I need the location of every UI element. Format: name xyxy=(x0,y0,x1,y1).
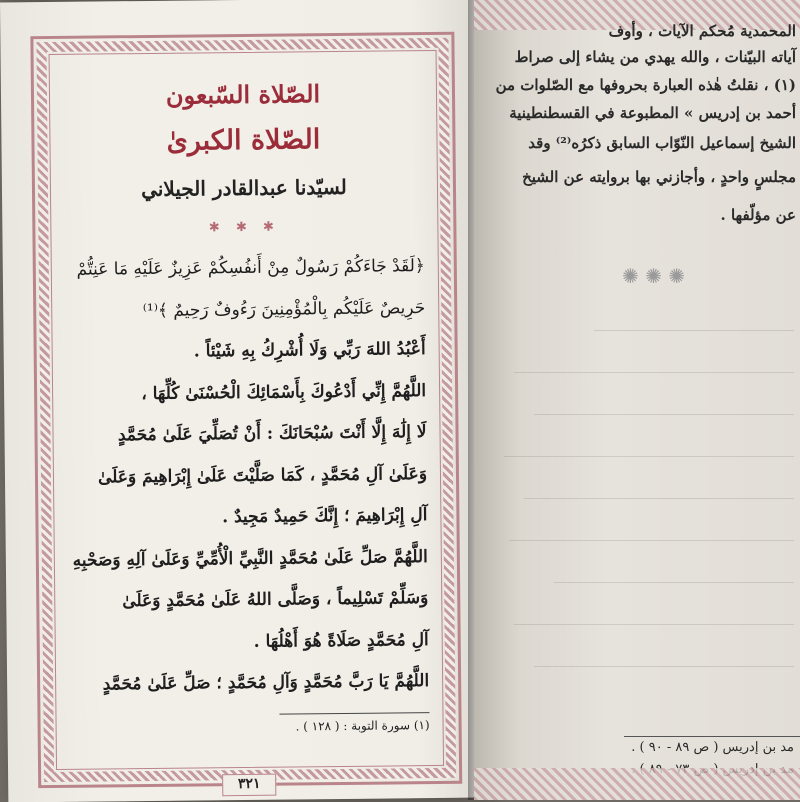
text-line-4: اللَّهُمَّ إِنِّي أَدْعُوكَ بِأَسْمَائِكَ الْحُسْنَىٰ كُلِّهَا ، xyxy=(141,380,427,404)
show-through-line xyxy=(534,666,794,667)
chapter-title: الصّلاة الكبرىٰ xyxy=(166,124,321,157)
show-through-line xyxy=(514,372,794,373)
right-text-line-5: الشيخ إسماعيل النّوّاب السابق ذكرُه⁽²⁾ وقد xyxy=(528,134,796,152)
text-line-6: وَعَلَىٰ آلِ مُحَمَّدٍ ، كَمَا صَلَّيْتَ عَلَىٰ إِبْرَاهِيمَ وَعَلَىٰ xyxy=(97,463,428,488)
right-text-line-6: مجلسٍ واحدٍ ، وأجازني بها بروايته عن الشيخ xyxy=(522,168,796,186)
text-line-1: ﴿لَقَدْ جَاءَكُمْ رَسُولٌ مِنْ أَنفُسِكُمْ عَزِيزٌ عَلَيْهِ مَا عَنِتُّمْ xyxy=(76,256,425,280)
right-footnote-1: مد بن إدريس ( ص ٨٩ - ٩٠ ) . xyxy=(631,740,794,755)
right-text-line-3: (١) ، نقلتُ هٰذه العبارة بحروفها مع الصّلوات من xyxy=(495,76,796,94)
show-through-line xyxy=(594,330,794,331)
show-through-line xyxy=(504,456,794,457)
text-line-11: اللَّهُمَّ يَا رَبَّ مُحَمَّدٍ وَآلِ مُحَمَّدٍ ؛ صَلِّ عَلَىٰ مُحَمَّدٍ xyxy=(102,671,430,695)
prayer-text xyxy=(65,246,430,706)
show-through-line xyxy=(524,498,794,499)
ornament-stars-right: ✺ ✺ ✺ xyxy=(622,264,685,288)
show-through-line xyxy=(514,624,794,625)
page-content xyxy=(63,68,430,762)
text-line-7: آلِ إِبْرَاهِيمَ ؛ إِنَّكَ حَمِيدٌ مَجِيدٌ . xyxy=(222,505,428,528)
show-through-line xyxy=(554,582,794,583)
right-footnote-divider xyxy=(624,736,800,737)
show-through-line xyxy=(509,540,794,541)
right-text-line-7: عن مؤلّفها . xyxy=(720,206,796,224)
text-line-3: أَعْبُدُ اللهَ رَبِّي وَلَا أُشْرِكُ بِهِ شَيْئاً . xyxy=(193,339,426,362)
footnote: (١) سورة التوبة : ( ١٢٨ ) . xyxy=(295,718,430,734)
chapter-subtitle: لسيّدنا عبدالقادر الجيلاني xyxy=(140,174,347,202)
text-line-9: وَسَلِّمْ تَسْلِيماً ، وَصَلَّى اللهُ عَلَىٰ مُحَمَّدٍ وَعَلَىٰ xyxy=(122,588,429,612)
right-text-line-2: آياته البيّنات ، والله يهدي من يشاء إلى صراط xyxy=(514,48,796,66)
text-line-2: حَرِيصٌ عَلَيْكُم بِالْمُؤْمِنِينَ رَءُوفٌ رَحِيمٌ ﴾⁽¹⁾ xyxy=(142,297,426,321)
right-text-line-4: أحمد بن إدريس » المطبوعة في القسطنطينية xyxy=(509,104,796,122)
decorative-frame-bottom xyxy=(474,768,800,800)
right-page xyxy=(474,0,800,800)
page-number: ٣٢١ xyxy=(222,774,276,797)
chapter-number-title: الصّلاة السّبعون xyxy=(165,79,321,110)
right-page-content xyxy=(474,0,800,800)
show-through-line xyxy=(534,414,794,415)
ornament-stars: ✱ ✱ ✱ xyxy=(208,219,280,236)
text-line-8: اللَّهُمَّ صَلِّ عَلَىٰ مُحَمَّدٍ النَّبِيِّ الْأُمِّيِّ وَعَلَىٰ آلِهِ وَصَحْبِهِ xyxy=(72,546,428,571)
footnote-divider xyxy=(279,712,429,715)
right-text-line-1: المحمدية مُحكم الآيات ، وأوف xyxy=(608,22,796,40)
text-line-5: لَا إِلَٰهَ إِلَّا أَنْتَ سُبْحَانَكَ : أَنْ تُصَلِّيَ عَلَىٰ مُحَمَّدٍ xyxy=(117,422,427,446)
text-line-10: آلِ مُحَمَّدٍ صَلَاةً هُوَ أَهْلُهَا . xyxy=(253,629,429,652)
